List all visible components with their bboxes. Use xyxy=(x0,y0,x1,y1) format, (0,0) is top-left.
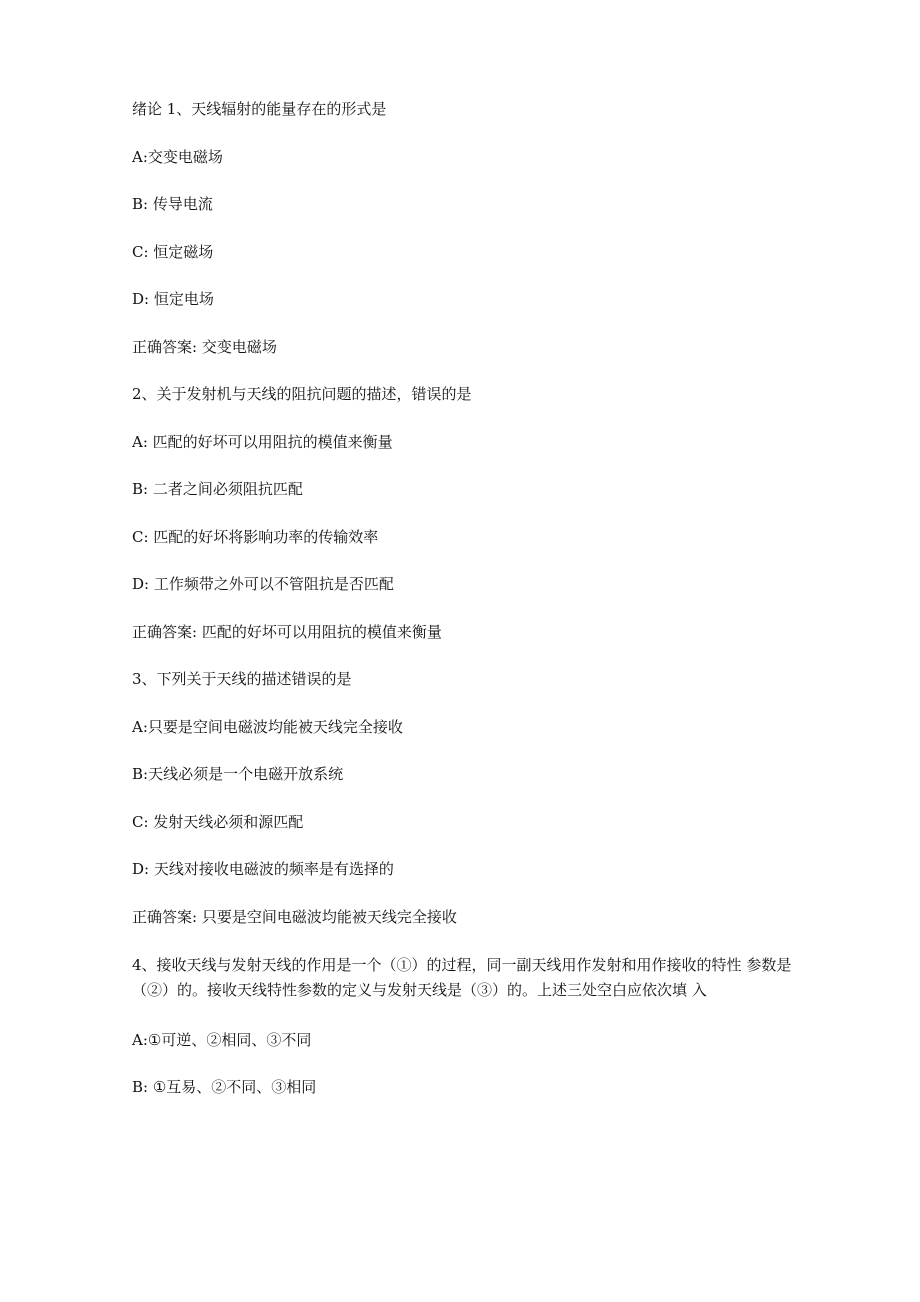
question-3-option-d: D: 天线对接收电磁波的频率是有选择的 xyxy=(132,860,394,878)
question-1-answer: 正确答案: 交变电磁场 xyxy=(132,337,277,356)
question-2-option-d: D: 工作频带之外可以不管阻抗是否匹配 xyxy=(132,575,394,593)
question-3-stem: 3、下列关于天线的描述错误的是 xyxy=(132,670,352,688)
question-2-option-c: C: 匹配的好坏将影响功率的传输效率 xyxy=(132,527,379,546)
question-3-option-a: A:只要是空间电磁波均能被天线完全接收 xyxy=(132,717,403,736)
question-4-option-a: A:①可逆、②相同、③不同 xyxy=(132,1030,312,1049)
question-3-option-c: C: 发射天线必须和源匹配 xyxy=(132,812,304,831)
question-3-answer: 正确答案: 只要是空间电磁波均能被天线完全接收 xyxy=(132,907,457,926)
document-page xyxy=(132,98,792,1124)
question-1-stem: 绪论 1、天线辐射的能量存在的形式是 xyxy=(132,100,387,118)
question-1-option-b: B: 传导电流 xyxy=(132,195,213,213)
question-2-stem: 2、关于发射机与天线的阻抗问题的描述，错误的是 xyxy=(132,385,472,403)
question-1-option-c: C: 恒定磁场 xyxy=(132,242,214,261)
question-2-option-a: A: 匹配的好坏可以用阻抗的模值来衡量 xyxy=(132,432,393,451)
question-1-option-a: A:交变电磁场 xyxy=(132,147,223,166)
question-4-option-b: B: ①互易、②不同、③相同 xyxy=(132,1078,317,1096)
question-1-option-d: D: 恒定电场 xyxy=(132,290,214,308)
question-4-stem: 4、接收天线与发射天线的作用是一个（①）的过程，同一副天线用作发射和用作接收的特性 参数是（②）的。接收天线特性参数的定义与发射天线是（③）的。上述三处空白应依次填 入 xyxy=(132,956,792,999)
question-3-option-b: B:天线必须是一个电磁开放系统 xyxy=(132,765,344,783)
question-2-option-b: B: 二者之间必须阻抗匹配 xyxy=(132,480,303,498)
question-2-answer: 正确答案: 匹配的好坏可以用阻抗的模值来衡量 xyxy=(132,622,442,641)
